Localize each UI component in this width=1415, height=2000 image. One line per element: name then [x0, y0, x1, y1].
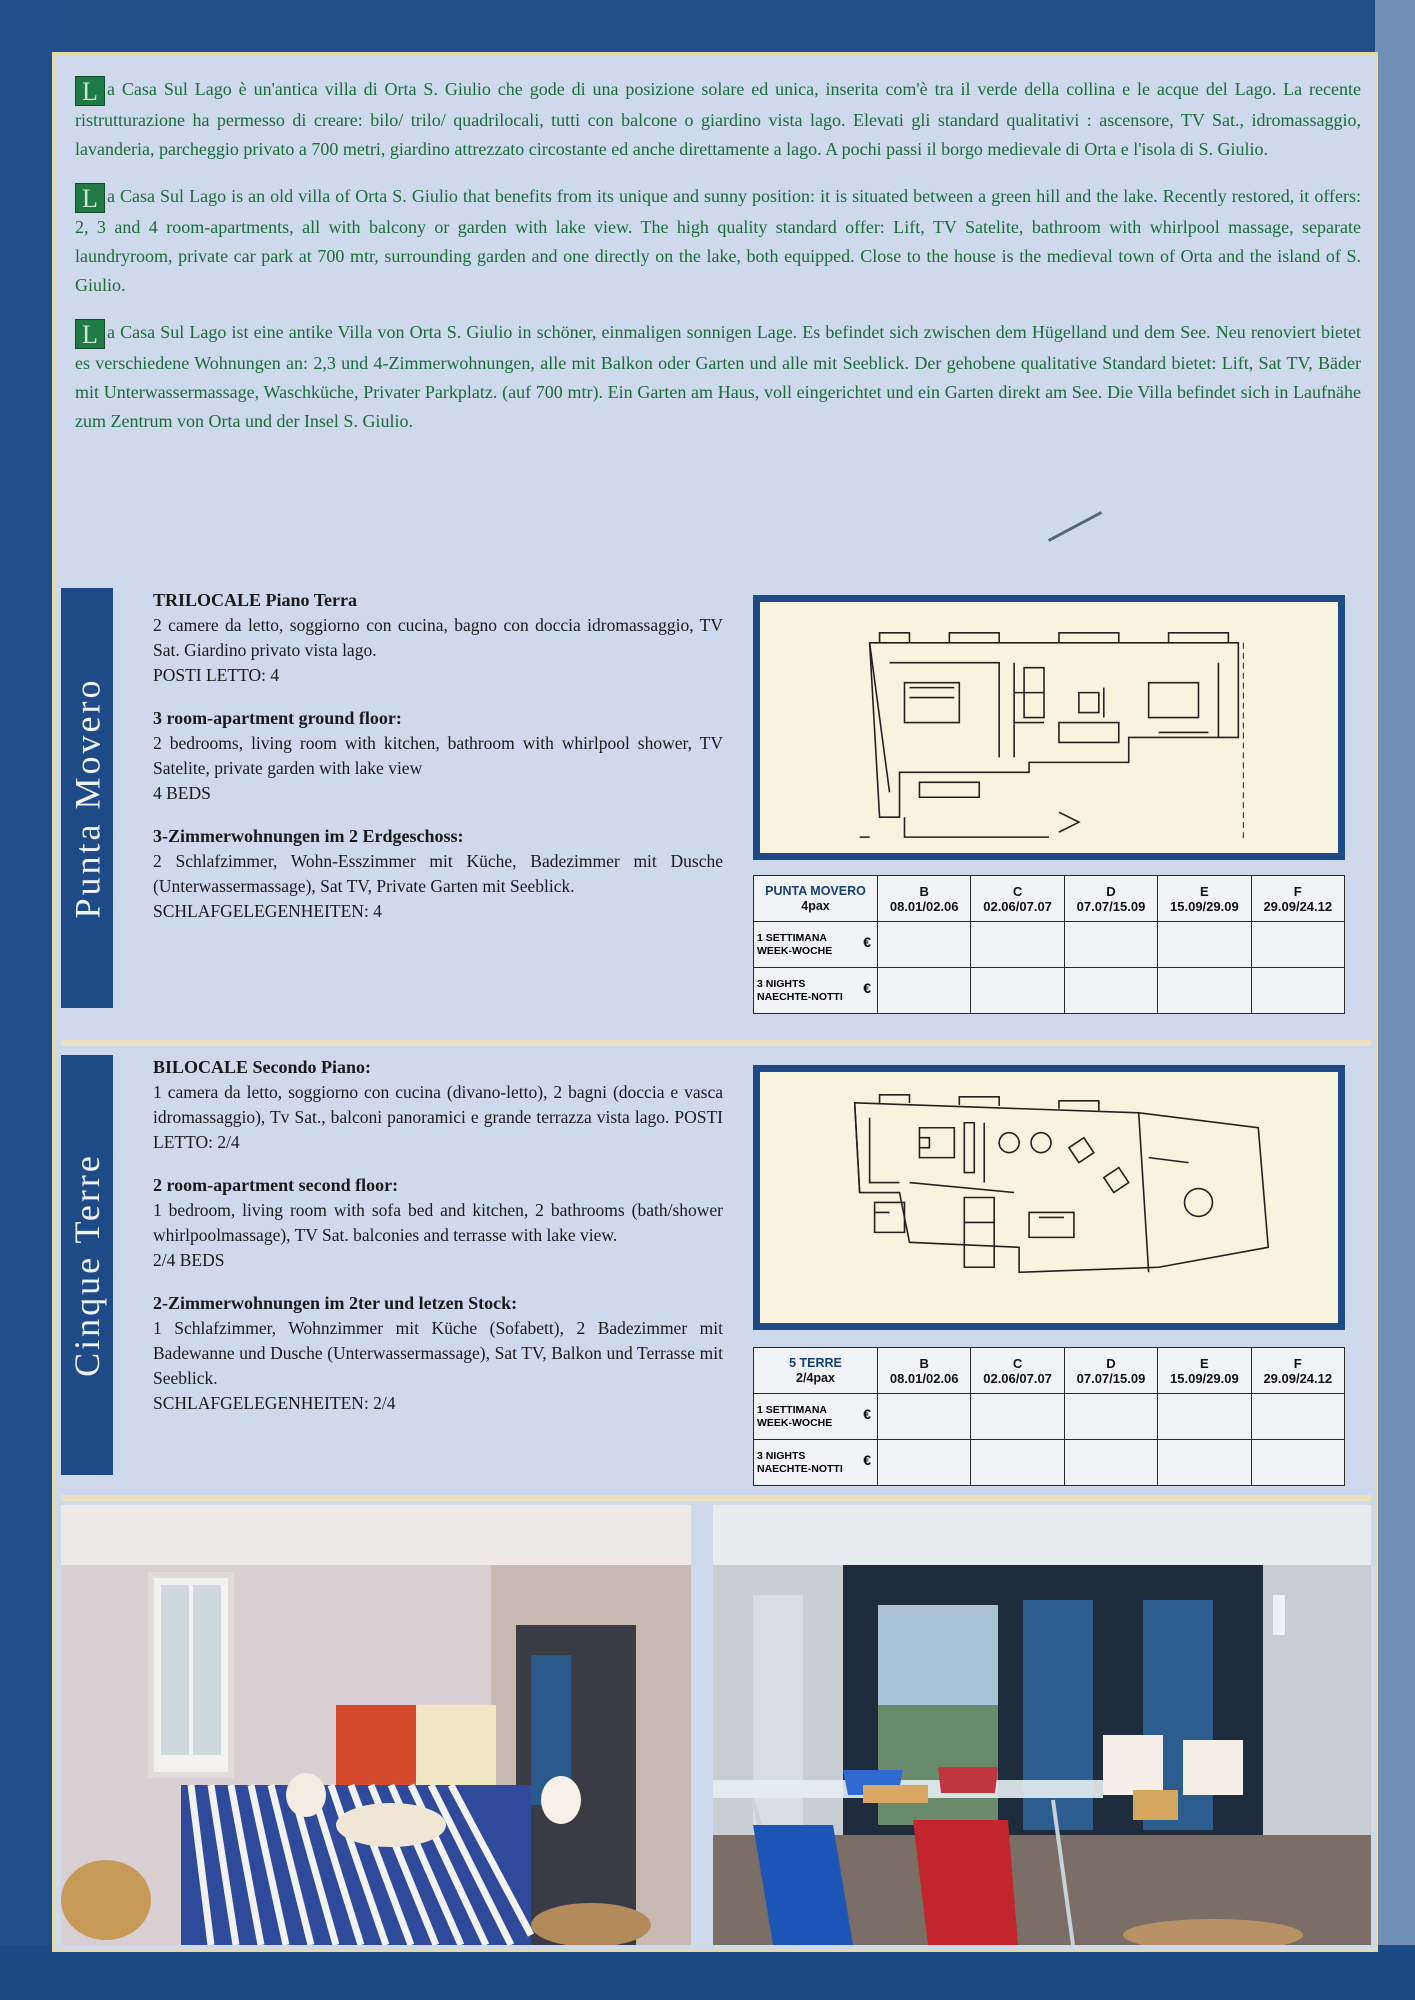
intro-text — [75, 75, 1361, 454]
season-dates: 29.09/24.12 — [1263, 1370, 1333, 1386]
season-dates: 07.07/15.09 — [1076, 1370, 1146, 1386]
desc-line: POSTI LETTO: 4 — [153, 665, 280, 685]
price-cell — [1251, 922, 1344, 968]
price-cell — [878, 922, 971, 968]
floor-plan-punta-movero — [753, 595, 1345, 860]
drop-cap: L — [75, 183, 105, 213]
frame-left — [0, 0, 55, 2000]
apartment-pax: 2/4pax — [796, 1370, 835, 1385]
intro-text-en: a Casa Sul Lago is an old villa of Orta S. Giulio that benefits from its unique and sunny position: it is situated between a green hill and the lake. Recently restored, it offers: 2, 3 and 4 room-apartments, all with balcony or garden with lake view. The high quality standard offer: Lift, TV Satelite, bathroom with whirlpool massage, separate laundryroom, private car park at 700 mtr, surrounding garden and one directly on the lake, both equipped. Close to the house is the medieval town of Orta and the island of S. Giulio. — [75, 186, 1361, 295]
season-code: C — [1012, 883, 1023, 899]
price-cell — [1158, 922, 1251, 968]
desc-title: 2-Zimmerwohnungen im 2ter und letzen Stock: — [153, 1293, 518, 1313]
desc-line: 2/4 BEDS — [153, 1250, 225, 1270]
row-label — [754, 1394, 878, 1440]
season-column-f — [1251, 1348, 1344, 1394]
desc-title: 3 room-apartment ground floor: — [153, 708, 402, 728]
desc-line: 2 bedrooms, living room with kitchen, bathroom with whirlpool shower, TV Satelite, private garden with lake view — [153, 733, 723, 778]
floor-plan-drawing — [760, 1072, 1338, 1323]
price-table-cinque-terre — [753, 1347, 1345, 1486]
euro-symbol: € — [863, 980, 871, 996]
frame-right — [1375, 0, 1415, 2000]
price-cell — [1251, 1394, 1344, 1440]
desc-title: TRILOCALE Piano Terra — [153, 590, 358, 610]
apartment-pax: 4pax — [801, 898, 830, 913]
intro-text-it: a Casa Sul Lago è un'antica villa di Orta S. Giulio che gode di una posizione solare ed unica, inserita com'è tra il verde della collina e le acque del Lago. La recente ristrutturazione ha permesso di creare: bilo/ trilo/ quadrilocali, tutti con balcone o giardino vista lago. Elevati gli standard qualitativi : ascensore, TV Sat., idromassaggio, lavanderia, parcheggio privato a 700 metri, giardino attrezzato circostante ed anche direttamente a lago. A pochi passi il borgo medievale di Orta e l'isola di S. Giulio. — [75, 79, 1361, 159]
price-cell — [1158, 968, 1251, 1014]
apartment-name: 5 TERRE — [789, 1355, 842, 1370]
price-row-3-nights — [754, 968, 1345, 1014]
price-cell — [1158, 1394, 1251, 1440]
price-header-row — [754, 876, 1345, 922]
season-dates: 08.01/02.06 — [889, 898, 959, 914]
section-title: Punta Movero — [67, 677, 108, 919]
apartment-name: PUNTA MOVERO — [765, 883, 866, 898]
bedroom-photo — [61, 1505, 691, 1945]
row-label-line: 1 SETTIMANA — [757, 1403, 828, 1416]
euro-symbol: € — [863, 1406, 871, 1422]
season-dates: 29.09/24.12 — [1263, 898, 1333, 914]
season-column-c — [971, 876, 1064, 922]
price-row-week — [754, 1394, 1345, 1440]
section-separator — [61, 1040, 1371, 1046]
row-label-line: NAECHTE-NOTTI — [757, 990, 843, 1003]
floor-plan-cinque-terre — [753, 1065, 1345, 1330]
season-code: F — [1293, 1355, 1302, 1371]
intro-paragraph-en — [75, 182, 1361, 300]
intro-paragraph-de — [75, 318, 1361, 436]
apartment-name-cell — [754, 1348, 878, 1394]
desc-line: SCHLAFGELEGENHEITEN: 4 — [153, 901, 382, 921]
price-cell — [878, 1394, 971, 1440]
season-dates: 02.06/07.07 — [983, 1370, 1052, 1386]
season-dates: 07.07/15.09 — [1076, 898, 1146, 914]
season-column-d — [1064, 1348, 1157, 1394]
price-cell — [878, 968, 971, 1014]
season-column-d — [1064, 876, 1157, 922]
desc-line: 1 camera da letto, soggiorno con cucina (divano-letto), 2 bagni (doccia e vasca idromassaggio), Tv Sat., balconi panoramici e grande terrazza vista lago. POSTI LETTO: 2/4 — [153, 1082, 723, 1152]
desc-block-de — [153, 824, 723, 924]
desc-block-it — [153, 1055, 723, 1155]
row-label — [754, 1440, 878, 1486]
brochure-page — [52, 52, 1378, 1952]
euro-symbol: € — [863, 934, 871, 950]
pen-mark — [1048, 511, 1102, 542]
living-room-photo-image — [713, 1505, 1371, 1945]
price-cell — [1251, 1440, 1344, 1486]
drop-cap: L — [75, 319, 105, 349]
season-code: B — [919, 1355, 929, 1371]
price-header-row — [754, 1348, 1345, 1394]
frame-bottom — [0, 1945, 1415, 2000]
row-label-line: WEEK-WOCHE — [757, 944, 833, 957]
intro-paragraph-it — [75, 75, 1361, 164]
desc-block-en — [153, 1173, 723, 1273]
price-cell — [878, 1440, 971, 1486]
desc-block-it — [153, 588, 723, 688]
season-dates: 08.01/02.06 — [889, 1370, 959, 1386]
season-column-b — [878, 1348, 971, 1394]
floor-plan-drawing — [760, 602, 1338, 853]
season-code: E — [1200, 1355, 1209, 1371]
intro-text-de: a Casa Sul Lago ist eine antike Villa von Orta S. Giulio in schöner, einmaligen sonnigen Lage. Es befindet sich zwischen dem Hügelland und dem See. Neu renoviert bietet es verschiedene Wohnungen an: 2,3 und 4-Zimmerwohnungen, alle mit Balkon oder Garten und alle mit Seeblick. Der gehobene qualitative Standard bietet: Lift, Sat TV, Bäder mit Unterwassermassage, Waschküche, Privater Parkplatz. (auf 700 mtr). Ein Garten am Haus, voll eingerichtet und ein Garten direkt am See. Die Villa befindet sich in Laufnähe zum Zentrum von Orta und der Insel S. Giulio. — [75, 322, 1361, 431]
season-column-e — [1158, 876, 1251, 922]
row-label-line: 1 SETTIMANA — [757, 931, 828, 944]
bedroom-photo-image — [61, 1505, 691, 1945]
price-cell — [971, 1440, 1064, 1486]
season-column-c — [971, 1348, 1064, 1394]
price-row-3-nights — [754, 1440, 1345, 1486]
punta-movero-description — [153, 588, 723, 942]
row-label — [754, 922, 878, 968]
season-column-e — [1158, 1348, 1251, 1394]
drop-cap: L — [75, 76, 105, 106]
season-code: D — [1106, 1355, 1116, 1371]
desc-title: 3-Zimmerwohnungen im 2 Erdgeschoss: — [153, 826, 464, 846]
row-label-line: 3 NIGHTS — [757, 1449, 806, 1462]
season-column-b — [878, 876, 971, 922]
price-cell — [1064, 968, 1157, 1014]
desc-block-en — [153, 706, 723, 806]
price-cell — [971, 922, 1064, 968]
desc-line: SCHLAFGELEGENHEITEN: 2/4 — [153, 1393, 396, 1413]
price-row-week — [754, 922, 1345, 968]
desc-line: 1 Schlafzimmer, Wohnzimmer mit Küche (Sofabett), 2 Badezimmer mit Badewanne und Dusche (Unterwassermassage), Sat TV, Balkon und Terrasse mit Seeblick. — [153, 1318, 723, 1388]
photo-strip — [61, 1505, 1371, 1945]
section-bar-cinque-terre — [61, 1055, 113, 1475]
desc-line: 1 bedroom, living room with sofa bed and kitchen, 2 bathrooms (bath/shower whirlpoolmassage), TV Sat. balconies and terrasse with lake view. — [153, 1200, 723, 1245]
row-label-line: NAECHTE-NOTTI — [757, 1462, 843, 1475]
desc-title: 2 room-apartment second floor: — [153, 1175, 399, 1195]
price-cell — [1064, 1440, 1157, 1486]
season-code: D — [1106, 883, 1116, 899]
price-cell — [971, 968, 1064, 1014]
season-column-f — [1251, 876, 1344, 922]
living-room-photo — [713, 1505, 1371, 1945]
section-separator — [61, 1495, 1371, 1501]
price-cell — [1064, 1394, 1157, 1440]
section-title: Cinque Terre — [67, 1153, 108, 1377]
euro-symbol: € — [863, 1452, 871, 1468]
cinque-terre-description — [153, 1055, 723, 1434]
row-label-line: WEEK-WOCHE — [757, 1416, 833, 1429]
price-cell — [1251, 968, 1344, 1014]
price-cell — [971, 1394, 1064, 1440]
season-code: F — [1293, 883, 1302, 899]
desc-line: 2 camere da letto, soggiorno con cucina, bagno con doccia idromassaggio, TV Sat. Giardino privato vista lago. — [153, 615, 723, 660]
price-table-punta-movero — [753, 875, 1345, 1014]
season-dates: 02.06/07.07 — [983, 898, 1052, 914]
section-bar-punta-movero — [61, 588, 113, 1008]
desc-line: 4 BEDS — [153, 783, 211, 803]
price-cell — [1064, 922, 1157, 968]
desc-title: BILOCALE Secondo Piano: — [153, 1057, 372, 1077]
row-label — [754, 968, 878, 1014]
row-label-line: 3 NIGHTS — [757, 977, 806, 990]
apartment-name-cell — [754, 876, 878, 922]
season-dates: 15.09/29.09 — [1170, 1370, 1239, 1386]
desc-line: 2 Schlafzimmer, Wohn-Esszimmer mit Küche, Badezimmer mit Dusche (Unterwassermassage), Sat TV, Private Garten mit Seeblick. — [153, 851, 723, 896]
desc-block-de — [153, 1291, 723, 1416]
price-cell — [1158, 1440, 1251, 1486]
season-code: B — [919, 883, 929, 899]
frame-top — [0, 0, 1415, 55]
season-code: C — [1012, 1355, 1023, 1371]
season-code: E — [1200, 883, 1209, 899]
season-dates: 15.09/29.09 — [1170, 898, 1239, 914]
